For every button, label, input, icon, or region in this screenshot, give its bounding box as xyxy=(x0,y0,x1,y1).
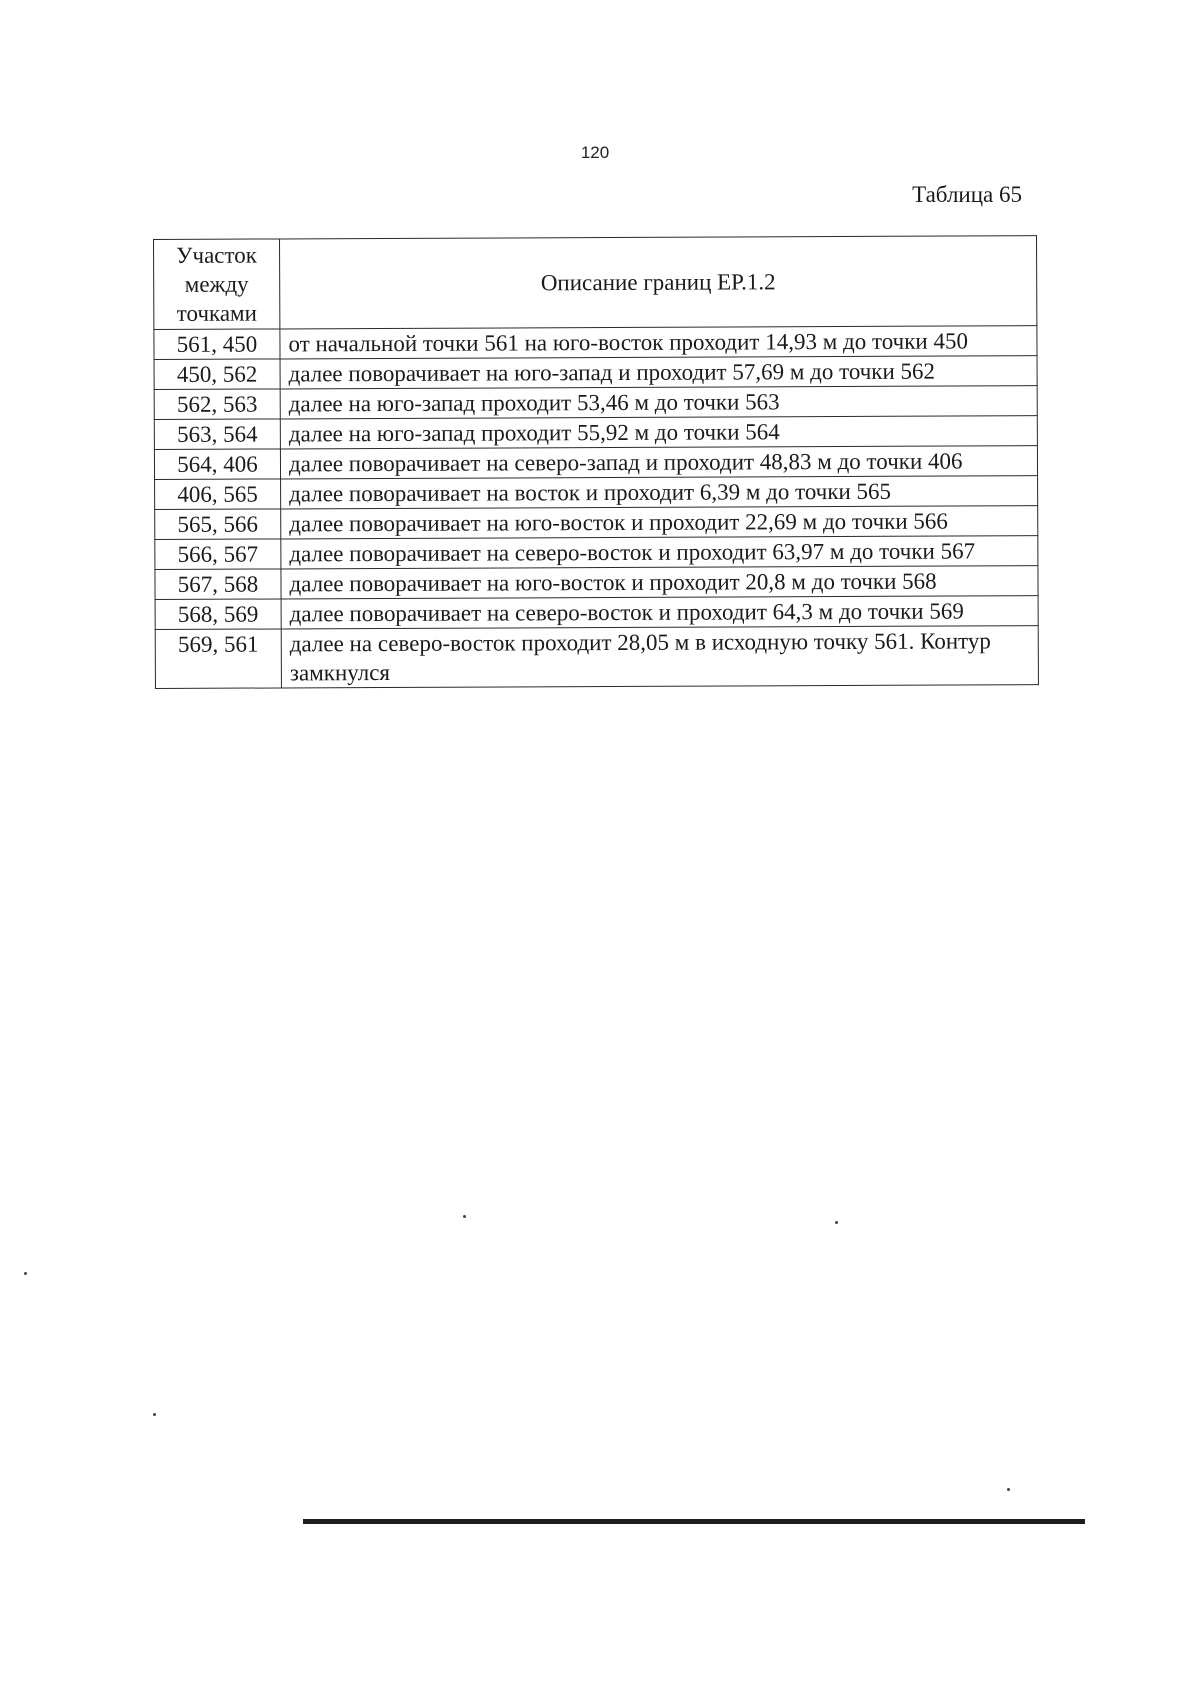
description-cell: далее поворачивает на юго-запад и проходит 57,69 м до точки 562 xyxy=(280,356,1037,389)
description-cell: от начальной точки 561 на юго-восток проходит 14,93 м до точки 450 xyxy=(280,326,1037,359)
description-cell: далее поворачивает на северо-восток и проходит 63,97 м до точки 567 xyxy=(281,536,1038,569)
description-cell: далее на северо-восток проходит 28,05 м в исходную точку 561. Контур замкнулся xyxy=(281,626,1038,688)
table-row xyxy=(154,416,1037,450)
segment-cell: 562, 563 xyxy=(154,389,280,420)
page-number: 120 xyxy=(580,143,610,162)
table-row xyxy=(155,476,1038,510)
description-cell: далее поворачивает на восток и проходит 6,39 м до точки 565 xyxy=(281,476,1038,509)
footer-rule xyxy=(303,1519,1085,1524)
boundary-table xyxy=(153,235,1039,689)
table-row xyxy=(155,626,1038,689)
table-row xyxy=(155,536,1038,570)
header-description: Описание границ ЕР.1.2 xyxy=(280,236,1037,329)
description-cell: далее поворачивает на юго-восток и проходит 20,8 м до точки 568 xyxy=(281,566,1038,599)
table-row xyxy=(154,386,1037,420)
segment-cell: 569, 561 xyxy=(155,629,281,689)
table-row xyxy=(154,326,1037,360)
table-row xyxy=(155,566,1038,600)
table-row xyxy=(154,356,1037,390)
scan-speck xyxy=(463,1215,466,1218)
segment-cell: 567, 568 xyxy=(155,569,281,600)
description-cell: далее поворачивает на юго-восток и проходит 22,69 м до точки 566 xyxy=(281,506,1038,539)
scan-speck xyxy=(835,1221,838,1224)
table-caption: Таблица 65 xyxy=(912,182,1022,207)
description-cell: далее поворачивает на северо-восток и проходит 64,3 м до точки 569 xyxy=(281,596,1038,629)
table-row xyxy=(155,596,1038,630)
segment-cell: 568, 569 xyxy=(155,599,281,630)
table-row xyxy=(154,446,1037,480)
segment-cell: 566, 567 xyxy=(155,539,281,570)
scan-speck xyxy=(1007,1488,1010,1491)
table-row xyxy=(155,506,1038,540)
header-segment: Участок между точками xyxy=(154,239,280,330)
segment-cell: 450, 562 xyxy=(154,359,280,390)
table-header-row xyxy=(154,236,1037,330)
description-cell: далее на юго-запад проходит 53,46 м до точки 563 xyxy=(280,386,1037,419)
description-cell: далее на юго-запад проходит 55,92 м до точки 564 xyxy=(280,416,1037,449)
segment-cell: 565, 566 xyxy=(155,509,281,540)
scan-speck xyxy=(24,1272,27,1275)
segment-cell: 561, 450 xyxy=(154,329,280,360)
description-cell: далее поворачивает на северо-запад и проходит 48,83 м до точки 406 xyxy=(280,446,1037,479)
segment-cell: 563, 564 xyxy=(154,419,280,450)
segment-cell: 564, 406 xyxy=(154,449,280,480)
segment-cell: 406, 565 xyxy=(155,479,281,510)
scan-speck xyxy=(153,1413,156,1416)
